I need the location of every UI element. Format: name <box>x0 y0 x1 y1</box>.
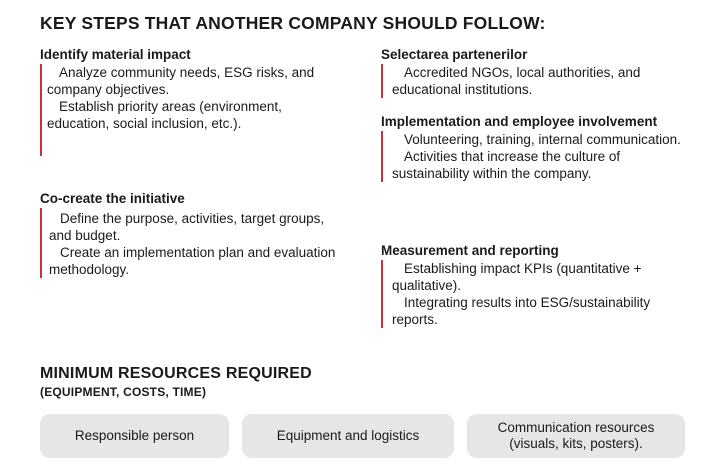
step-partner-selection <box>381 46 681 98</box>
resource-pill-equipment-logistics <box>242 414 454 458</box>
step-item: Establishing impact KPIs (quantitative + qualitative). <box>392 261 642 293</box>
step-co-create-initiative <box>40 190 340 278</box>
step-item: Activities that increase the culture of sustainability within the company. <box>392 149 621 181</box>
step-item: Accredited NGOs, local authorities, and educational institutions. <box>392 65 641 97</box>
resources-subheading: (EQUIPMENT, COSTS, TIME) <box>40 385 207 399</box>
step-title: Co-create the initiative <box>40 191 185 206</box>
resources-list <box>40 414 685 460</box>
resource-pill-responsible-person <box>40 414 229 458</box>
step-item: Define the purpose, activities, target groups, and budget. <box>49 211 325 243</box>
step-body <box>381 131 681 182</box>
step-title: Measurement and reporting <box>381 243 559 258</box>
step-item: Volunteering, training, internal communication. <box>404 132 681 147</box>
step-body <box>381 260 681 328</box>
step-body <box>381 64 681 98</box>
step-implementation-employee-involvement <box>381 113 681 182</box>
resource-label: Communication resources (visuals, kits, posters). <box>497 420 655 451</box>
step-title: Selectarea partenerilor <box>381 47 528 62</box>
resources-heading: MINIMUM RESOURCES REQUIRED <box>40 365 312 382</box>
step-item: Analyze community needs, ESG risks, and company objectives. <box>47 65 315 97</box>
step-identify-material-impact <box>40 46 340 156</box>
step-title: Implementation and employee involvement <box>381 114 658 129</box>
step-item: Establish priority areas (environment, education, social inclusion, etc.). <box>47 99 282 131</box>
resource-label: Equipment and logistics <box>276 428 420 443</box>
key-steps-heading: KEY STEPS THAT ANOTHER COMPANY SHOULD FOLLOW: <box>40 13 546 33</box>
step-measurement-reporting <box>381 242 681 328</box>
resource-label: Responsible person <box>74 428 195 443</box>
step-item: Integrating results into ESG/sustainability reports. <box>392 295 651 327</box>
resource-pill-communication-resources <box>467 414 685 458</box>
step-body <box>40 208 340 278</box>
step-title: Identify material impact <box>40 47 191 62</box>
step-body <box>40 64 340 156</box>
step-item: Create an implementation plan and evaluation methodology. <box>49 245 336 277</box>
